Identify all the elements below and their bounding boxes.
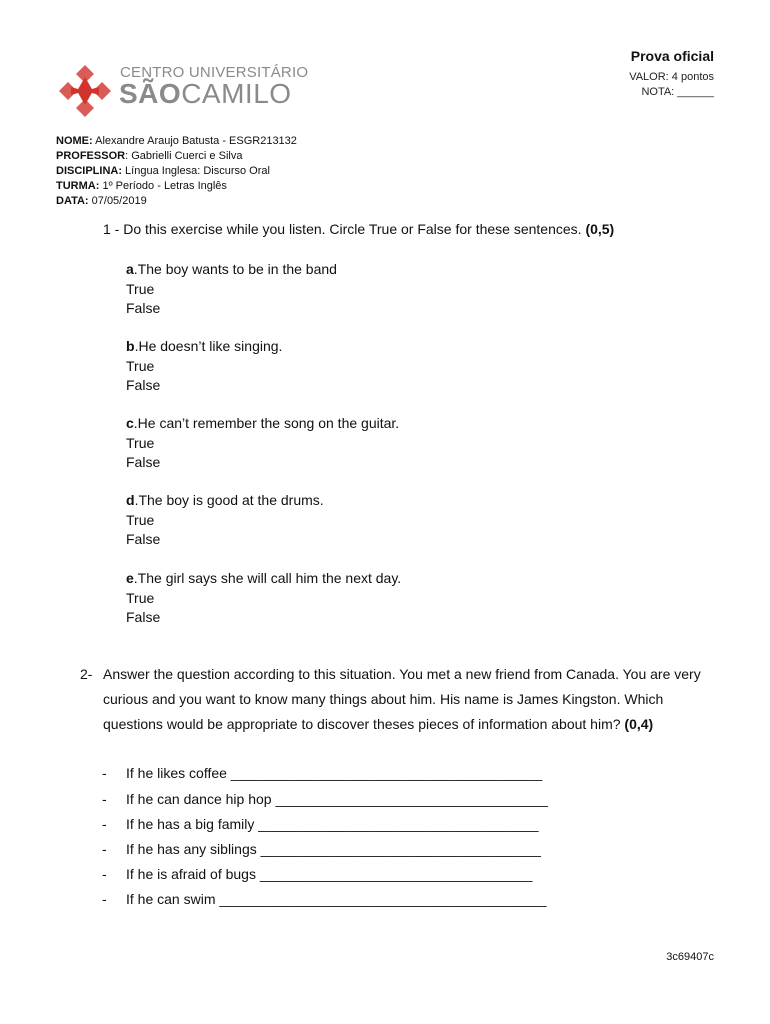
- logo-line2: SÃOCAMILO: [119, 78, 292, 109]
- valor-text: VALOR: 4 pontos: [629, 71, 714, 83]
- question-2-prompt: 2- Answer the question according to this situation. You met a new friend from Canada. You are very curious and you want to know many things about him. His name is James Kingston. Which questions would be appropriate to discover theses pieces of information about him? (0,4): [80, 662, 720, 737]
- logo-line1: CENTRO UNIVERSITÁRIO: [120, 64, 309, 81]
- question-2-item[interactable]: - If he has a big family ____________________________________: [102, 816, 539, 832]
- question-2-item[interactable]: - If he can swim __________________________________________: [102, 891, 547, 907]
- question-2-item[interactable]: - If he has any siblings ____________________________________: [102, 841, 541, 857]
- question-2-item[interactable]: - If he likes coffee ________________________________________: [102, 765, 543, 781]
- question-1-item-d: d.The boy is good at the drums. True False: [126, 491, 324, 550]
- question-1-prompt: 1 - Do this exercise while you listen. Circle True or False for these sentences. (0,5): [103, 221, 615, 237]
- option-false[interactable]: False: [126, 300, 161, 316]
- exam-title: Prova oficial: [630, 48, 714, 64]
- question-2-item[interactable]: - If he can dance hip hop ___________________________________: [102, 791, 548, 807]
- question-1-item-e: e.The girl says she will call him the next day. True False: [126, 569, 401, 628]
- option-false[interactable]: False: [126, 454, 161, 470]
- student-info: [56, 134, 297, 209]
- info-turma: TURMA: 1º Período - Letras Inglês: [56, 180, 227, 192]
- question-1-item-c: c.He can’t remember the song on the guitar. True False: [126, 414, 399, 473]
- question-2-number: 2-: [80, 666, 93, 682]
- info-professor: PROFESSOR: Gabrielli Cuerci e Silva: [56, 150, 243, 162]
- document-code: 3c69407c: [666, 951, 714, 963]
- option-false[interactable]: False: [126, 531, 161, 547]
- info-data: DATA: 07/05/2019: [56, 195, 147, 207]
- nota-text: NOTA: ______: [641, 86, 714, 98]
- question-1-item-a: a.The boy wants to be in the band True False: [126, 260, 337, 319]
- option-false[interactable]: False: [126, 377, 161, 393]
- exam-header: [629, 48, 714, 100]
- option-true[interactable]: True: [126, 280, 155, 297]
- option-false[interactable]: False: [126, 609, 161, 625]
- question-1-item-b: b.He doesn’t like singing. True False: [126, 337, 282, 396]
- info-nome: NOME: Alexandre Araujo Batusta - ESGR213132: [56, 135, 297, 147]
- question-2-item[interactable]: - If he is afraid of bugs ___________________________________: [102, 866, 533, 882]
- option-true[interactable]: True: [126, 511, 155, 528]
- option-true[interactable]: True: [126, 434, 155, 451]
- option-true[interactable]: True: [126, 357, 155, 374]
- option-true[interactable]: True: [126, 589, 155, 606]
- info-disciplina: DISCIPLINA: Língua Inglesa: Discurso Oral: [56, 165, 270, 177]
